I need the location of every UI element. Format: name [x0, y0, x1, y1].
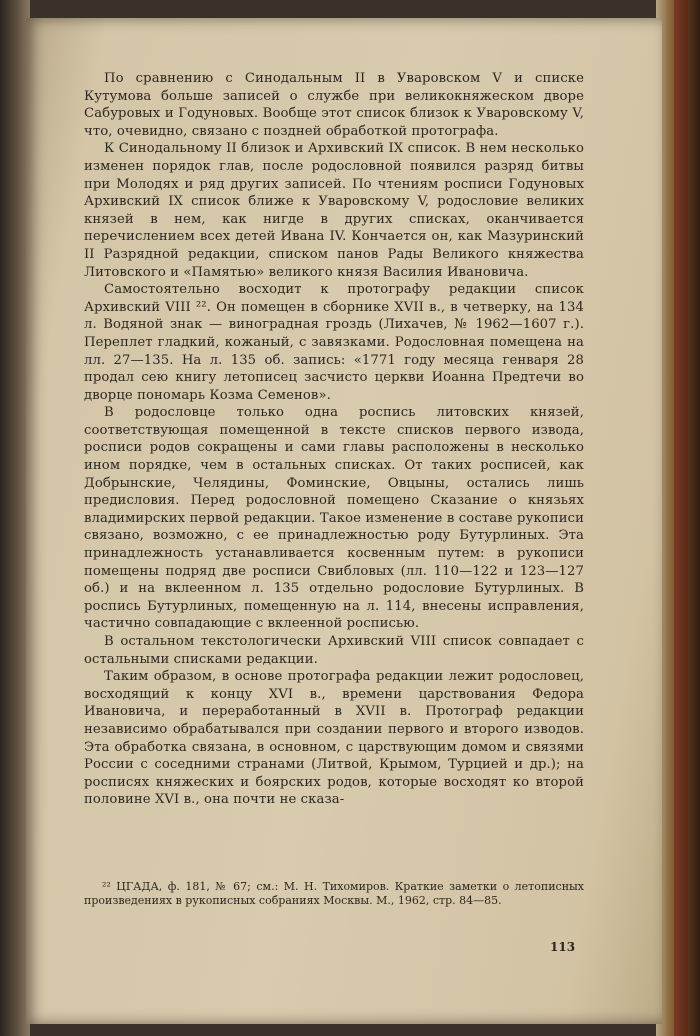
paragraph-2: К Синодальному II близок и Архивский IX список. В нем несколько изменен порядок глав, после родословной появился разряд битвы при Молодях и ряд других записей. По чтениям росписи Годуновых Архивский IX список ближе к Уваровскому V, родословие великих князей в нем, как нигде в других списках, оканчивается перечислением всех детей Ивана IV. Кончается он, как Мазуринский II Разрядной редакции, списком панов Рады Великого княжества Литовского и «Памятью» великого князя Василия Ивановича.	[84, 141, 584, 280]
footnotes	[84, 880, 584, 908]
paragraph-3: Самостоятельно восходит к протографу редакции список Архивский VIII ²². Он помещен в сборнике XVII в., в четверку, на 134 л. Водяной знак — виноградная гроздь (Лихачев, № 1962—1607 г.). Переплет гладкий, кожаный, с завязками. Родословная помещена на лл. 27—135. На л. 135 об. запись: «1771 году месяца генваря 28 продал сею книгу летописец засчисто церкви Иоанна Предтечи во дворце пономарь Козма Семенов».	[84, 282, 584, 403]
body-text	[84, 70, 584, 809]
footnote-22: ²² ЦГАДА, ф. 181, № 67; см.: М. Н. Тихомиров. Краткие заметки о летописных произведениях в рукописных собраниях Москвы. М., 1962, стр. 84—85.	[84, 880, 584, 907]
book-page	[26, 18, 662, 1024]
paragraph-5: В остальном текстологически Архивский VIII список совпадает с остальными списками редакции.	[84, 634, 584, 667]
page-number: 113	[550, 940, 576, 954]
book-cover-edge	[674, 0, 688, 1036]
paragraph-6: Таким образом, в основе протографа редакции лежит родословец, восходящий к концу XVI в., времени царствования Федора Ивановича, и переработанный в XVII в. Протограф редакции независимо обрабатывался при создании первого и второго изводов. Эта обработка связана, в основном, с царствующим домом и связями России с соседними странами (Литвой, Крымом, Турцией и др.); на росписях княжеских и боярских родов, которые восходят ко второй половине XVI в., она почти не сказа-	[84, 669, 584, 808]
book-page-edges-right	[656, 0, 700, 1036]
paragraph-4: В родословце только одна роспись литовских князей, соответствующая помещенной в тексте списков первого извода, росписи родов сокращены и сами главы расположены в несколько ином порядке, чем в остальных списках. От таких росписей, как Добрынские, Челядины, Фоминские, Овцыны, остались лишь предисловия. Перед родословной помещено Сказание о князьях владимирских первой редакции. Такое изменение в составе рукописи связано, возможно, с ее принадлежностью роду Бутурлиных. Эта принадлежность устанавливается косвенным путем: в рукописи помещены подряд две росписи Свибловых (лл. 110—122 и 123—127 об.) и на вклеенном л. 135 отдельно родословие Бутурлиных. В роспись Бутурлиных, помещенную на л. 114, внесены исправления, частично совпадающие с вклеенной росписью.	[84, 405, 584, 632]
paragraph-1: По сравнению с Синодальным II в Уваровском V и списке Кутумова больше записей о службе при великокняжеском дворе Сабуровых и Годуновых. Вообще этот список близок к Уваровскому V, что, очевидно, связано с поздней обработкой протографа.	[84, 71, 584, 139]
